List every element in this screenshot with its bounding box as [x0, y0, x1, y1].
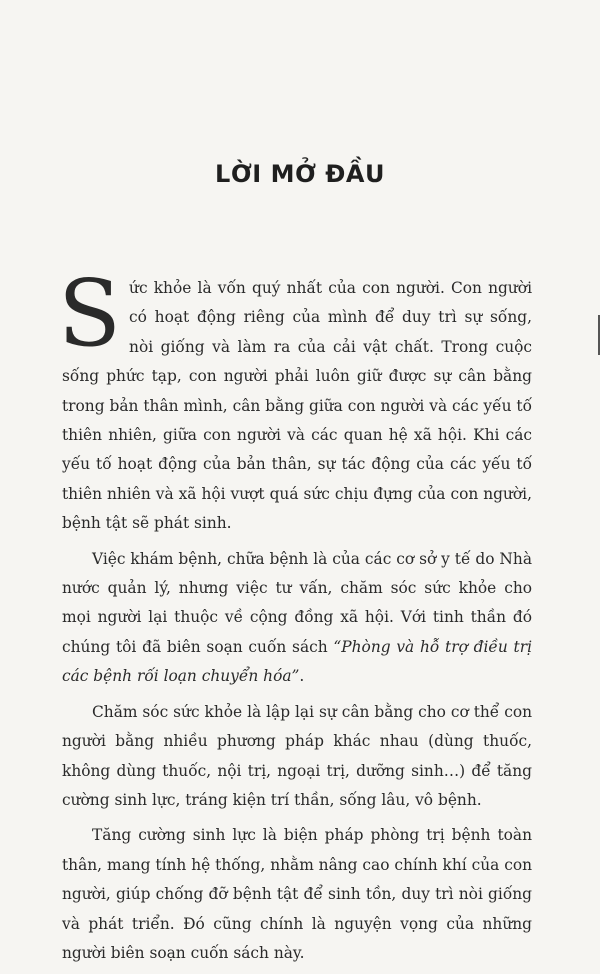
body-text: [58, 260, 533, 974]
paragraph-2: [62, 545, 532, 692]
paragraph-1: [58, 260, 532, 539]
page-heading: LỜI MỞ ĐẦU: [215, 160, 385, 188]
paragraph-4: Tăng cường sinh lực là biện pháp phòng trị bệnh toàn thân, mang tính hệ thống, nhằm nâng cao chính khí của con người, giúp chống đỡ bệnh tật để sinh tồn, duy trì nòi giống và phát triển. Đó cũng chính là nguyện vọng của những người biên soạn cuốn sách này.: [62, 826, 533, 962]
paragraph-2-end: .: [299, 667, 305, 686]
book-title: “Phòng và hỗ trợ điều trị các bệnh rối loạn chuyển hóa”: [62, 637, 532, 686]
paragraph-3: Chăm sóc sức khỏe là lập lại sự cân bằng cho cơ thể con người bằng nhiều phương pháp khác nhau (dùng thuốc, không dùng thuốc, nội trị, ngoại trị, dưỡng sinh…) để tăng cường sinh lực, tráng kiện trí thần, sống lâu, vô bệnh.: [62, 702, 532, 809]
paragraph-1-text: ức khỏe là vốn quý nhất của con người. Con người có hoạt động riêng của mình để duy trì sự sống, nòi giống và làm ra của cải vật chất. Trong cuộc sống phức tạp, con người phải luôn giữ được sự cân bằng trong bản thân mình, cân bằng giữa con người và các yếu tố thiên nhiên, giữa con người và các quan hệ xã hội. Khi các yếu tố hoạt động của bản thân, sự tác động của các yếu tố thiên nhiên và xã hội vượt quá sức chịu đựng của con người, bệnh tật sẽ phát sinh.: [62, 279, 532, 533]
paragraph-2-text: Việc khám bệnh, chữa bệnh là của các cơ sở y tế do Nhà nước quản lý, nhưng việc tư vấn, chăm sóc sức khỏe cho mọi người lại thuộc về cộng đồng xã hội. Với tinh thần đó chúng tôi đã biên soạn cuốn sách: [62, 549, 532, 656]
drop-cap: S: [58, 260, 122, 367]
